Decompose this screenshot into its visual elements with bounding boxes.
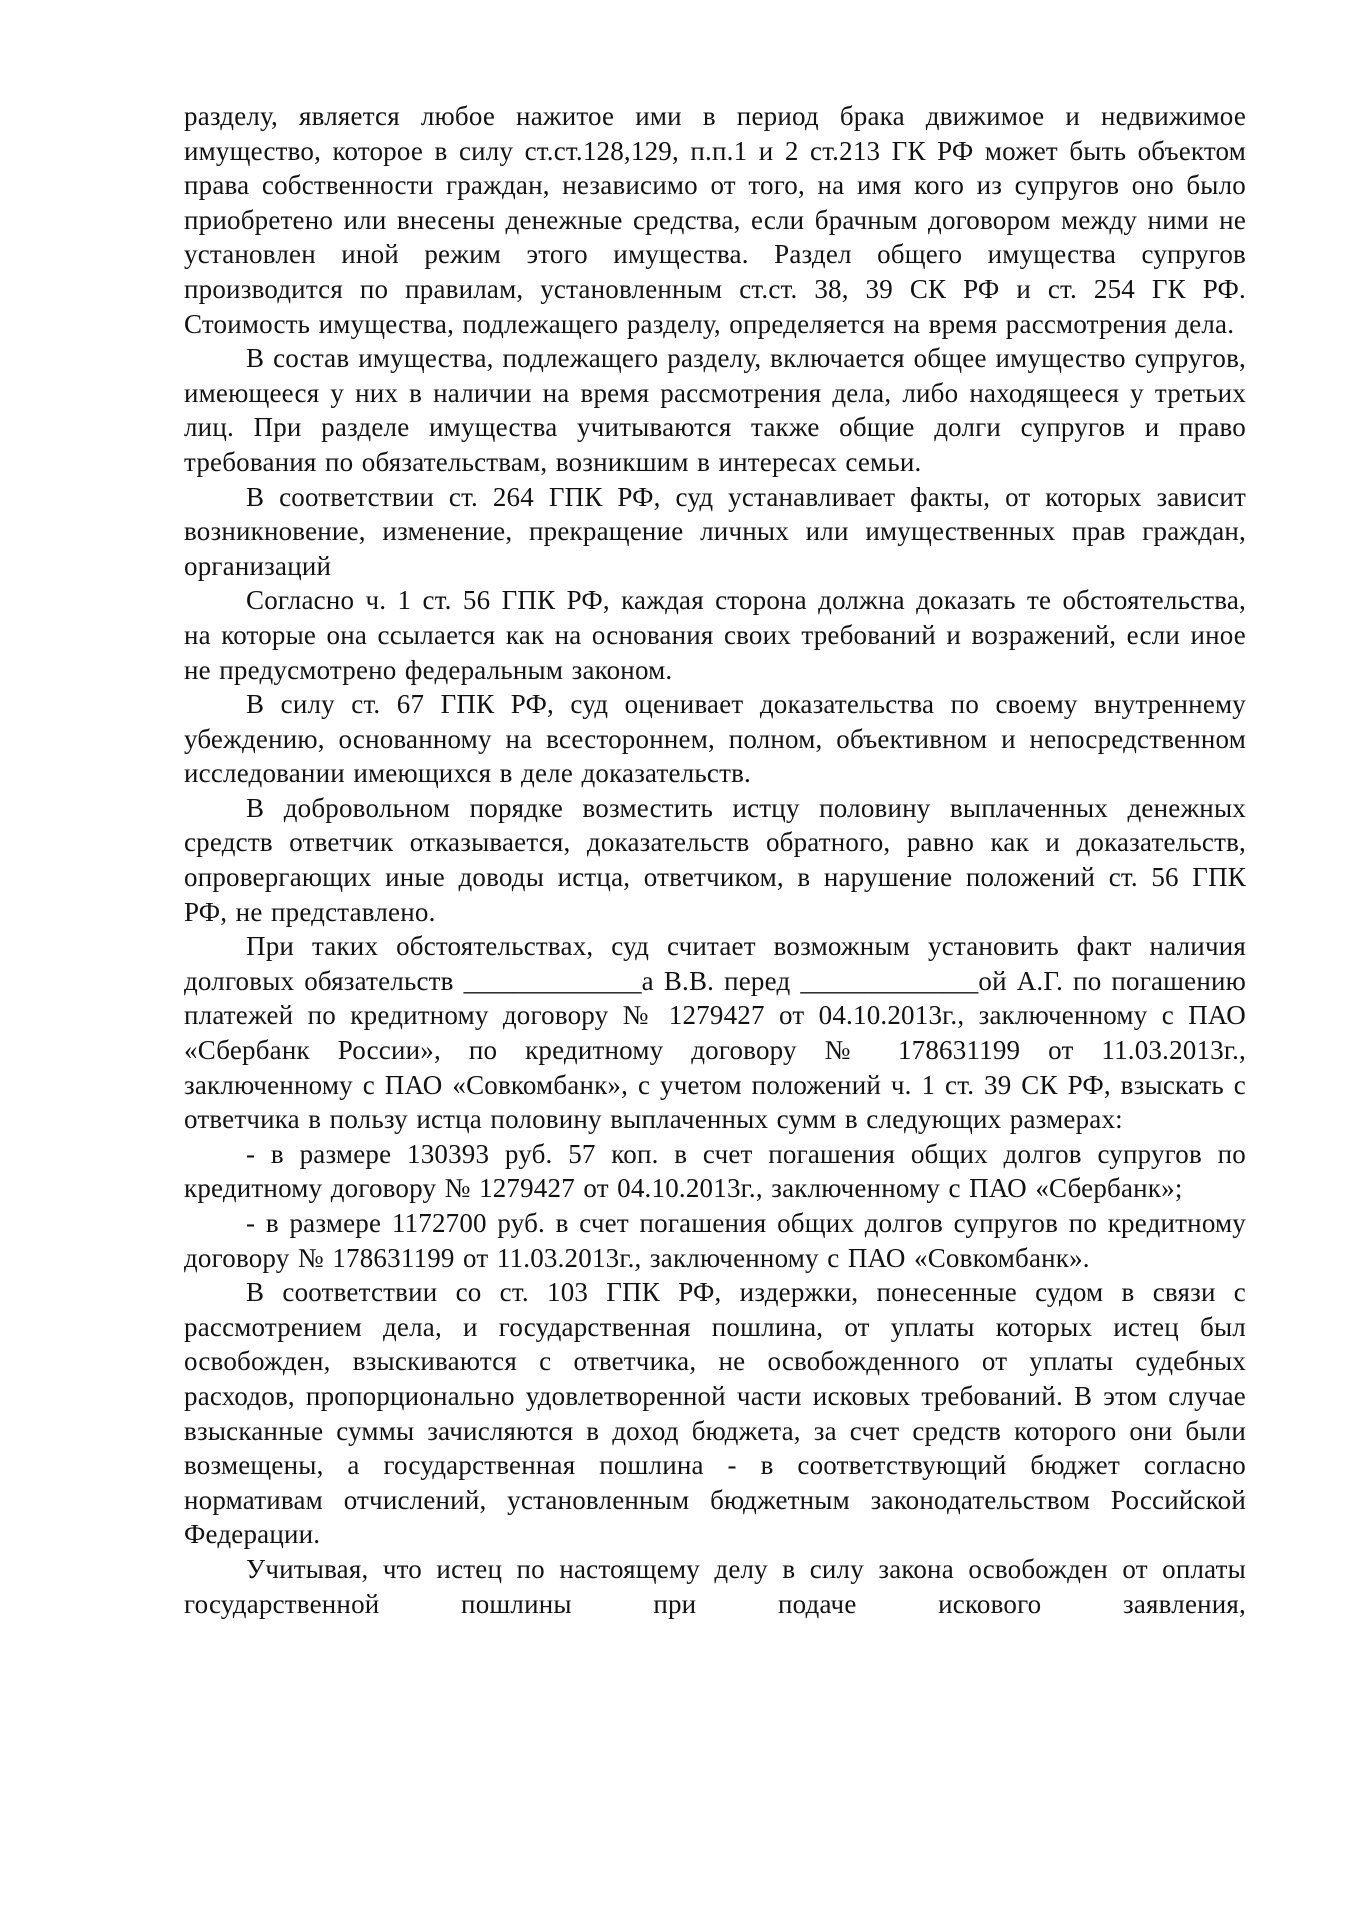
paragraph: Согласно ч. 1 ст. 56 ГПК РФ, каждая сторона должна доказать те обстоятельства, на которые она ссылается как на основания своих требований и возражений, если иное не предусмотрено федеральным законом.	[184, 585, 1246, 685]
paragraph: В добровольном порядке возместить истцу половину выплаченных денежных средств ответчик отказывается, доказательств обратного, равно как и доказательств, опровергающих иные доводы истца, ответчиком, в нарушение положений ст. 56 ГПК РФ, не представлено.	[184, 792, 1246, 927]
paragraph: В соответствии ст. 264 ГПК РФ, суд устанавливает факты, от которых зависит возникновение, изменение, прекращение личных или имущественных прав граждан, организаций	[184, 481, 1246, 581]
paragraph-list-item: - в размере 1172700 руб. в счет погашения общих долгов супругов по кредитному договору № 178631199 от 11.03.2013г., заключенному с ПАО «Совкомбанк».	[184, 1208, 1246, 1273]
paragraph: При таких обстоятельствах, суд считает возможным установить факт наличия долговых обязательств _____________а В.В. перед _____________ой А.Г. по погашению платежей по кредитному договору № 1279427 от 04.10.2013г., заключенному с ПАО «Сбербанк России», по кредитному договору № 178631199 от 11.03.2013г., заключенному с ПАО «Совкомбанк», с учетом положений ч. 1 ст. 39 СК РФ, взыскать с ответчика в пользу истца половину выплаченных сумм в следующих размерах:	[184, 931, 1246, 1135]
paragraph: В силу ст. 67 ГПК РФ, суд оценивает доказательства по своему внутреннему убеждению, основанному на всестороннем, полном, объективном и непосредственном исследовании имеющихся в деле доказательств.	[184, 689, 1246, 789]
document-body	[184, 99, 1246, 1621]
paragraph: В соответствии со ст. 103 ГПК РФ, издержки, понесенные судом в связи с рассмотрением дела, и государственная пошлина, от уплаты которых истец был освобожден, взыскиваются с ответчика, не освобожденного от уплаты судебных расходов, пропорционально удовлетворенной части исковых требований. В этом случае взысканные суммы зачисляются в доход бюджета, за счет средств которого они были возмещены, а государственная пошлина - в соответствующий бюджет согласно нормативам отчислений, установленным бюджетным законодательством Российской Федерации.	[184, 1277, 1246, 1550]
paragraph-incomplete: Учитывая, что истец по настоящему делу в силу закона освобожден от оплаты государственной пошлины при подаче искового заявления,	[184, 1553, 1246, 1619]
paragraph-continuation: разделу, является любое нажитое ими в период брака движимое и недвижимое имущество, которое в силу ст.ст.128,129, п.п.1 и 2 ст.213 ГК РФ может быть объектом права собственности граждан, независимо от того, на имя кого из супругов оно было приобретено или внесены денежные средства, если брачным договором между ними не установлен иной режим этого имущества. Раздел общего имущества супругов производится по правилам, установленным ст.ст. 38, 39 СК РФ и ст. 254 ГК РФ. Стоимость имущества, подлежащего разделу, определяется на время рассмотрения дела.	[184, 101, 1246, 339]
paragraph-list-item: - в размере 130393 руб. 57 коп. в счет погашения общих долгов супругов по кредитному договору № 1279427 от 04.10.2013г., заключенному с ПАО «Сбербанк»;	[184, 1138, 1246, 1204]
paragraph: В состав имущества, подлежащего разделу, включается общее имущество супругов, имеющееся у них в наличии на время рассмотрения дела, либо находящееся у третьих лиц. При разделе имущества учитываются также общие долги супругов и право требования по обязательствам, возникшим в интересах семьи.	[184, 343, 1246, 477]
